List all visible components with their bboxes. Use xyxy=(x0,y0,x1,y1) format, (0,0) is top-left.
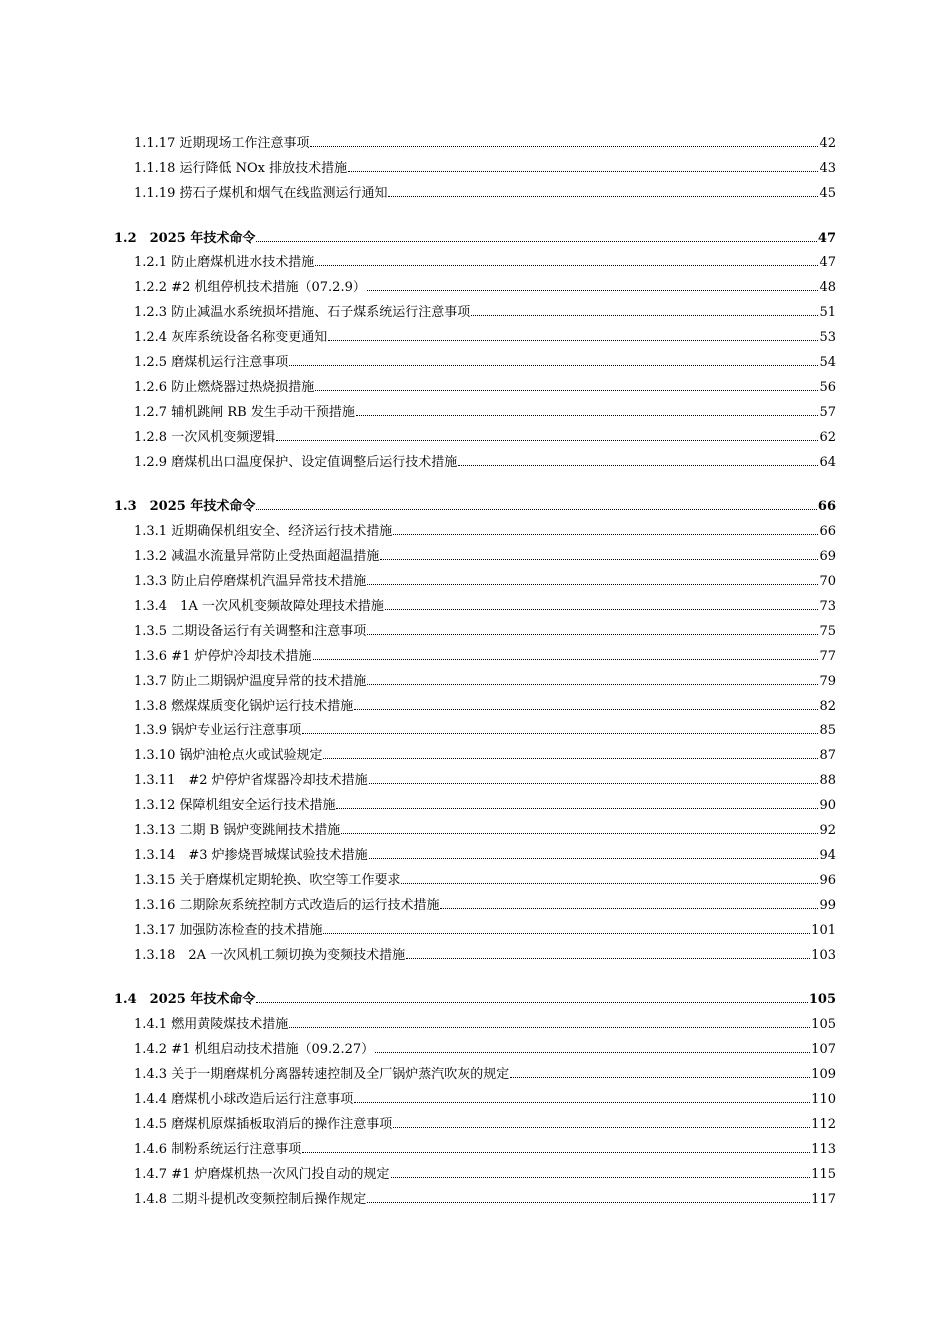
toc-entry[interactable] xyxy=(114,863,836,888)
toc-entry-title: 1.3.11 #2 炉停炉省煤器冷却技术措施 xyxy=(134,773,368,789)
section-gap xyxy=(114,201,836,221)
dot-leader xyxy=(401,882,818,884)
toc-page-number: 87 xyxy=(819,748,836,764)
toc-section-heading[interactable] xyxy=(114,490,836,515)
toc-entry-title: 1.3.6 #1 炉停炉冷却技术措施 xyxy=(134,648,312,664)
dot-leader xyxy=(369,782,819,784)
toc-entry-title: 1.3.9 锅炉专业运行注意事项 xyxy=(134,723,302,739)
toc-page-number: 92 xyxy=(819,823,836,839)
toc-entry[interactable] xyxy=(114,1132,836,1157)
toc-entry[interactable] xyxy=(114,813,836,838)
dot-leader xyxy=(393,1126,810,1128)
toc-entry[interactable] xyxy=(114,270,836,295)
toc-entry-title: 1.4.6 制粉系统运行注意事项 xyxy=(134,1141,302,1157)
toc-page-number: 90 xyxy=(819,798,836,814)
toc-entry-title: 1.4.4 磨煤机小球改造后运行注意事项 xyxy=(134,1091,354,1107)
toc-page-number: 53 xyxy=(819,330,836,346)
toc-entry[interactable] xyxy=(114,246,836,271)
toc-entry-title: 1.2.7 辅机跳闸 RB 发生手动干预措施 xyxy=(134,404,355,420)
toc-entry[interactable] xyxy=(114,1107,836,1132)
toc-entry-title: 1.1.19 捞石子煤机和烟气在线监测运行通知 xyxy=(134,185,388,201)
toc-entry-title: 1.3.2 减温水流量异常防止受热面超温措施 xyxy=(134,549,380,565)
toc-entry-title: 1.2.1 防止磨煤机进水技术措施 xyxy=(134,255,315,271)
toc-page-number: 70 xyxy=(819,574,836,590)
toc-entry[interactable] xyxy=(114,763,836,788)
toc-entry[interactable] xyxy=(114,345,836,370)
toc-entry[interactable] xyxy=(114,1032,836,1057)
toc-entry-title: 1.3.5 二期设备运行有关调整和注意事项 xyxy=(134,623,367,639)
toc-page-number: 94 xyxy=(819,847,836,863)
toc-entry[interactable] xyxy=(114,126,836,151)
toc-section-title: 1.4 2025 年技术命令 xyxy=(114,992,256,1008)
toc-entry[interactable] xyxy=(114,420,836,445)
dot-leader xyxy=(393,533,818,535)
dot-leader xyxy=(388,195,818,197)
toc-entry[interactable] xyxy=(114,151,836,176)
dot-leader xyxy=(356,414,819,416)
toc-page-number: 66 xyxy=(819,524,836,540)
toc-entry-title: 1.4.8 二期斗提机改变频控制后操作规定 xyxy=(134,1191,367,1207)
toc-page-number: 47 xyxy=(819,255,836,271)
toc-page-number: 88 xyxy=(819,773,836,789)
toc-page-number: 85 xyxy=(819,723,836,739)
toc-page-number: 62 xyxy=(819,429,836,445)
toc-entry-title: 1.1.18 运行降低 NOx 排放技术措施 xyxy=(134,160,348,176)
toc-entry[interactable] xyxy=(114,539,836,564)
dot-leader xyxy=(348,170,818,172)
toc-entry-title: 1.3.13 二期 B 锅炉变跳闸技术措施 xyxy=(134,823,341,839)
toc-section-title: 1.2 2025 年技术命令 xyxy=(114,230,256,246)
toc-entry-title: 1.2.2 #2 机组停机技术措施（07.2.9） xyxy=(134,280,366,296)
toc-entry[interactable] xyxy=(114,614,836,639)
toc-entry[interactable] xyxy=(114,639,836,664)
toc-entry[interactable] xyxy=(114,1157,836,1182)
toc-entry[interactable] xyxy=(114,913,836,938)
toc-entry[interactable] xyxy=(114,320,836,345)
toc-entry-title: 1.4.7 #1 炉磨煤机热一次风门投自动的规定 xyxy=(134,1166,390,1182)
dot-leader xyxy=(256,1001,808,1003)
dot-leader xyxy=(302,1151,810,1153)
toc-entry[interactable] xyxy=(114,589,836,614)
toc-page-number: 112 xyxy=(811,1116,836,1132)
dot-leader xyxy=(341,832,818,834)
dot-leader xyxy=(369,857,819,859)
toc-entry[interactable] xyxy=(114,1082,836,1107)
toc-page-number: 79 xyxy=(819,673,836,689)
toc-entry-title: 1.4.3 关于一期磨煤机分离器转速控制及全厂锅炉蒸汽吹灰的规定 xyxy=(134,1067,510,1083)
toc-page-number: 54 xyxy=(819,355,836,371)
dot-leader xyxy=(367,583,818,585)
dot-leader xyxy=(336,807,818,809)
dot-leader xyxy=(328,339,818,341)
dot-leader xyxy=(367,683,818,685)
toc-page-number: 51 xyxy=(819,305,836,321)
toc-entry-title: 1.3.14 #3 炉掺烧晋城煤试验技术措施 xyxy=(134,847,368,863)
toc-entry-title: 1.2.5 磨煤机运行注意事项 xyxy=(134,355,289,371)
dot-leader xyxy=(385,608,819,610)
toc-entry-title: 1.3.7 防止二期锅炉温度异常的技术措施 xyxy=(134,673,367,689)
section-gap xyxy=(114,470,836,490)
toc-entry[interactable] xyxy=(114,664,836,689)
toc-entry[interactable] xyxy=(114,1007,836,1032)
toc-entry[interactable] xyxy=(114,788,836,813)
toc-page-number: 101 xyxy=(811,922,836,938)
toc-entry[interactable] xyxy=(114,395,836,420)
toc-page-number: 75 xyxy=(819,623,836,639)
toc-entry-title: 1.4.5 磨煤机原煤插板取消后的操作注意事项 xyxy=(134,1116,393,1132)
toc-entry[interactable] xyxy=(114,838,836,863)
dot-leader xyxy=(406,957,810,959)
toc-entry-title: 1.3.10 锅炉油枪点火或试验规定 xyxy=(134,748,323,764)
dot-leader xyxy=(315,389,818,391)
dot-leader xyxy=(440,907,818,909)
dot-leader xyxy=(323,932,810,934)
toc-page-number: 82 xyxy=(819,698,836,714)
dot-leader xyxy=(313,658,819,660)
toc-entry-title: 1.3.4 1A 一次风机变频故障处理技术措施 xyxy=(134,599,384,615)
toc-entry-title: 1.3.1 近期确保机组安全、经济运行技术措施 xyxy=(134,524,393,540)
toc-entry-title: 1.4.2 #1 机组启动技术措施（09.2.27） xyxy=(134,1042,375,1058)
dot-leader xyxy=(256,240,817,242)
toc-entry[interactable] xyxy=(114,564,836,589)
toc-page-number: 105 xyxy=(811,1017,836,1033)
toc-entry-title: 1.2.6 防止燃烧器过热烧损措施 xyxy=(134,379,315,395)
toc-page-number: 117 xyxy=(811,1191,836,1207)
dot-leader xyxy=(323,757,818,759)
toc-section-heading[interactable] xyxy=(114,221,836,246)
toc-page-number: 45 xyxy=(819,185,836,201)
dot-leader xyxy=(367,1201,810,1203)
toc-page-number: 56 xyxy=(819,379,836,395)
toc-page-number: 43 xyxy=(819,160,836,176)
dot-leader xyxy=(510,1076,810,1078)
toc-entry-title: 1.2.4 灰库系统设备名称变更通知 xyxy=(134,330,328,346)
toc-page-number: 107 xyxy=(811,1042,836,1058)
table-of-contents xyxy=(114,126,836,1207)
dot-leader xyxy=(276,439,818,441)
toc-page-number: 110 xyxy=(811,1091,836,1107)
toc-entry[interactable] xyxy=(114,888,836,913)
section-gap xyxy=(114,963,836,983)
toc-page-number: 115 xyxy=(811,1166,836,1182)
dot-leader xyxy=(391,1176,811,1178)
dot-leader xyxy=(310,145,818,147)
toc-entry-title: 1.3.15 关于磨煤机定期轮换、吹空等工作要求 xyxy=(134,872,401,888)
toc-page-number: 99 xyxy=(819,897,836,913)
toc-entry-title: 1.3.16 二期除灰系统控制方式改造后的运行技术措施 xyxy=(134,897,440,913)
toc-entry[interactable] xyxy=(114,1057,836,1082)
toc-section-title: 1.3 2025 年技术命令 xyxy=(114,499,256,515)
toc-page-number: 105 xyxy=(808,992,836,1008)
toc-entry[interactable] xyxy=(114,176,836,201)
dot-leader xyxy=(458,464,818,466)
toc-page-number: 103 xyxy=(811,947,836,963)
toc-entry[interactable] xyxy=(114,738,836,763)
toc-page-number: 64 xyxy=(819,454,836,470)
toc-entry-title: 1.4.1 燃用黄陵煤技术措施 xyxy=(134,1017,289,1033)
dot-leader xyxy=(471,314,818,316)
toc-entry[interactable] xyxy=(114,1182,836,1207)
toc-entry-title: 1.3.3 防止启停磨煤机汽温异常技术措施 xyxy=(134,574,367,590)
toc-section-heading[interactable] xyxy=(114,983,836,1008)
dot-leader xyxy=(315,264,818,266)
dot-leader xyxy=(380,558,818,560)
dot-leader xyxy=(256,508,817,510)
toc-page-number: 66 xyxy=(817,499,836,515)
toc-page-number: 69 xyxy=(819,549,836,565)
toc-entry[interactable] xyxy=(114,714,836,739)
dot-leader xyxy=(302,732,818,734)
dot-leader xyxy=(367,633,818,635)
toc-page-number: 96 xyxy=(819,872,836,888)
toc-entry-title: 1.2.8 一次风机变频逻辑 xyxy=(134,429,276,445)
toc-page-number: 73 xyxy=(819,599,836,615)
dot-leader xyxy=(354,1101,810,1103)
toc-entry-title: 1.3.8 燃煤煤质变化锅炉运行技术措施 xyxy=(134,698,354,714)
toc-entry-title: 1.2.3 防止减温水系统损坏措施、石子煤系统运行注意事项 xyxy=(134,305,471,321)
toc-page-number: 57 xyxy=(819,404,836,420)
toc-page-number: 77 xyxy=(819,648,836,664)
toc-entry[interactable] xyxy=(114,370,836,395)
toc-entry-title: 1.1.17 近期现场工作注意事项 xyxy=(134,135,310,151)
toc-entry-title: 1.3.12 保障机组安全运行技术措施 xyxy=(134,798,336,814)
dot-leader xyxy=(289,1026,810,1028)
dot-leader xyxy=(354,708,818,710)
dot-leader xyxy=(367,289,819,291)
toc-entry[interactable] xyxy=(114,938,836,963)
toc-entry[interactable] xyxy=(114,514,836,539)
toc-entry-title: 1.3.17 加强防冻检查的技术措施 xyxy=(134,922,323,938)
toc-entry-title: 1.3.18 2A 一次风机工频切换为变频技术措施 xyxy=(134,947,406,963)
toc-page-number: 48 xyxy=(819,280,836,296)
toc-page-number: 42 xyxy=(819,135,836,151)
toc-entry-title: 1.2.9 磨煤机出口温度保护、设定值调整后运行技术措施 xyxy=(134,454,458,470)
toc-entry[interactable] xyxy=(114,295,836,320)
dot-leader xyxy=(289,364,818,366)
toc-page-number: 47 xyxy=(817,230,836,246)
toc-page-number: 113 xyxy=(811,1141,836,1157)
toc-page-number: 109 xyxy=(811,1067,836,1083)
toc-entry[interactable] xyxy=(114,445,836,470)
toc-entry[interactable] xyxy=(114,689,836,714)
dot-leader xyxy=(375,1051,810,1053)
